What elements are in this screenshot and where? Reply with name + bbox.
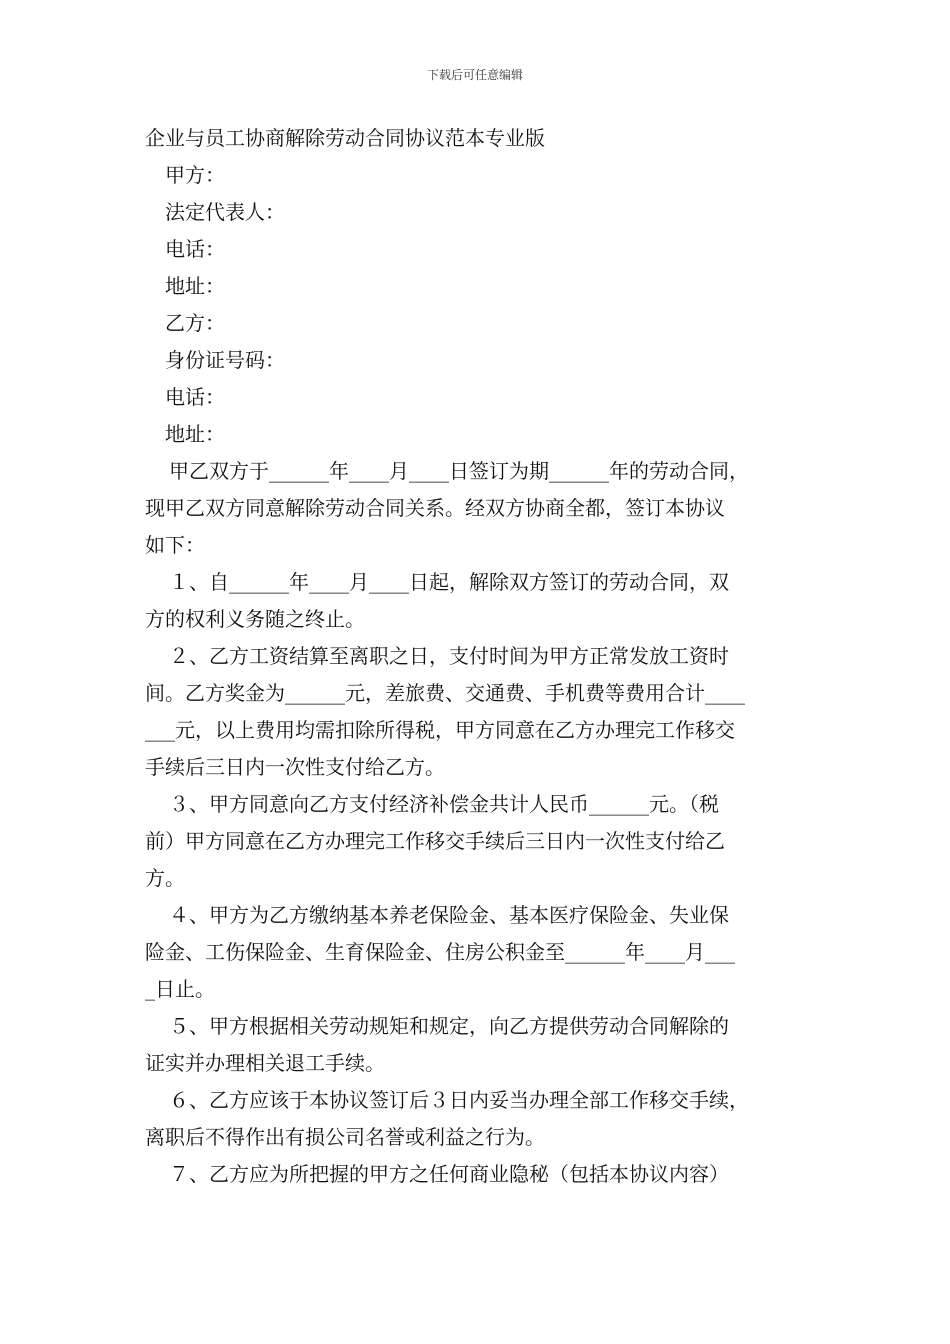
clause-6-line-2: 离职后不得作出有损公司名誉或利益之行为。 — [145, 1125, 545, 1149]
field-party-a: 甲方： — [165, 163, 225, 187]
intro-line-1: 甲乙双方于______年____月____日签订为期______年的劳动合同， — [169, 459, 749, 483]
field-party-a-phone: 电话： — [165, 237, 225, 261]
field-id-number: 身份证号码： — [165, 348, 285, 372]
intro-line-3: 如下： — [145, 533, 205, 557]
intro-line-2: 现甲乙双方同意解除劳动合同关系。经双方协商全都，签订本协议 — [145, 496, 725, 520]
clause-2-line-2: 间。乙方奖金为______元，差旅费、交通费、手机费等费用合计____ — [145, 681, 745, 705]
field-party-b-address: 地址： — [165, 422, 225, 446]
header-note: 下载后可任意编辑 — [426, 68, 523, 82]
clause-6-line-1: ６、乙方应该于本协议签订后３日内妥当办理全部工作移交手续， — [169, 1088, 749, 1112]
clause-2-line-3: ___元，以上费用均需扣除所得税，甲方同意在乙方办理完工作移交 — [145, 718, 735, 742]
clause-2-line-1: ２、乙方工资结算至离职之日，支付时间为甲方正常发放工资时 — [169, 644, 729, 668]
clause-2-line-4: 手续后三日内一次性支付给乙方。 — [145, 755, 445, 779]
document-body — [145, 120, 810, 1193]
clause-3-line-1: ３、甲方同意向乙方支付经济补偿金共计人民币______元。（税 — [169, 792, 719, 816]
field-party-a-address: 地址： — [165, 274, 225, 298]
clause-3-line-3: 方。 — [145, 866, 185, 890]
clause-4-line-1: ４、甲方为乙方缴纳基本养老保险金、基本医疗保险金、失业保 — [169, 903, 729, 927]
document-title: 企业与员工协商解除劳动合同协议范本专业版 — [145, 126, 545, 150]
field-legal-representative: 法定代表人： — [165, 200, 285, 224]
field-party-b-phone: 电话： — [165, 385, 225, 409]
field-party-b: 乙方： — [165, 311, 225, 335]
clause-1-line-1: １、自______年____月____日起，解除双方签订的劳动合同，双 — [169, 570, 729, 594]
clause-5-line-1: ５、甲方根据相关劳动规矩和规定，向乙方提供劳动合同解除的 — [169, 1014, 729, 1038]
clause-4-line-2: 险金、工伤保险金、生育保险金、住房公积金至______年____月___ — [145, 940, 735, 964]
clause-4-line-3: _日止。 — [145, 977, 215, 1001]
clause-3-line-2: 前）甲方同意在乙方办理完工作移交手续后三日内一次性支付给乙 — [145, 829, 725, 853]
clause-7-line-1: ７、乙方应为所把握的甲方之任何商业隐秘（包括本协议内容） — [169, 1162, 729, 1186]
clause-5-line-2: 证实并办理相关退工手续。 — [145, 1051, 385, 1075]
clause-1-line-2: 方的权利义务随之终止。 — [145, 607, 365, 631]
